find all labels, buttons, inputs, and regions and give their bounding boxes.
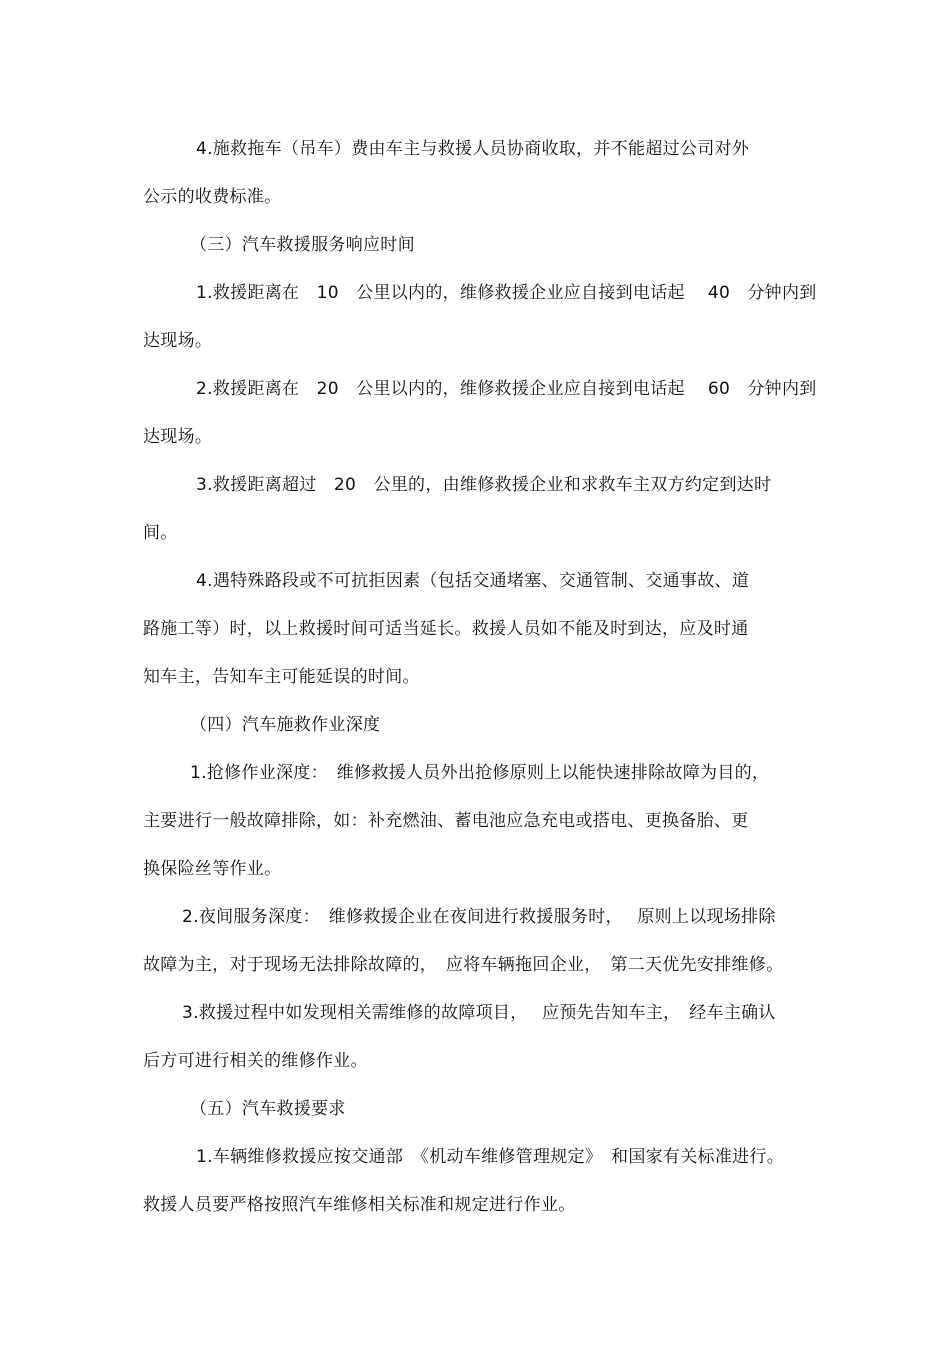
section-heading: （三）汽车救援服务响应时间: [190, 235, 415, 255]
paragraph-line: 换保险丝等作业。: [143, 859, 282, 879]
paragraph-line: 2.救援距离在 20 公里以内的，维修救援企业应自接到电话起 60 分钟内到: [196, 379, 817, 399]
section-heading: （五）汽车救援要求: [190, 1099, 346, 1119]
paragraph-line: 达现场。: [143, 331, 213, 351]
paragraph-line: 1.车辆维修救援应按交通部 《机动车维修管理规定》 和国家有关标准进行。: [196, 1147, 785, 1167]
paragraph-line: 救援人员要严格按照汽车维修相关标准和规定进行作业。: [143, 1195, 576, 1215]
paragraph-line: 后方可进行相关的维修作业。: [143, 1051, 368, 1071]
paragraph-line: 路施工等）时，以上救援时间可适当延长。救援人员如不能及时到达，应及时通: [143, 619, 749, 639]
paragraph-line: 间。: [143, 523, 178, 543]
paragraph-line: 3.救援距离超过 20 公里的，由维修救援企业和求救车主双方约定到达时: [196, 475, 772, 495]
paragraph-line: 主要进行一般故障排除，如：补充燃油、蓄电池应急充电或搭电、更换备胎、更: [143, 811, 749, 831]
section-heading: （四）汽车施救作业深度: [190, 715, 381, 735]
paragraph-line: 公示的收费标准。: [143, 187, 282, 207]
paragraph-line: 3.救援过程中如发现相关需维修的故障项目， 应预先告知车主， 经车主确认: [182, 1003, 776, 1023]
paragraph-line: 2.夜间服务深度： 维修救援企业在夜间进行救援服务时， 原则上以现场排除: [182, 907, 776, 927]
paragraph-line: 4.遇特殊路段或不可抗拒因素（包括交通堵塞、交通管制、交通事故、道: [196, 571, 750, 591]
paragraph-line: 1.救援距离在 10 公里以内的，维修救援企业应自接到电话起 40 分钟内到: [196, 283, 817, 303]
paragraph-line: 故障为主，对于现场无法排除故障的， 应将车辆拖回企业， 第二天优先安排维修。: [143, 955, 784, 975]
paragraph-line: 1.抢修作业深度： 维修救援人员外出抢修原则上以能快速排除故障为目的，: [190, 763, 770, 783]
paragraph-line: 达现场。: [143, 427, 213, 447]
paragraph-line: 4.施救拖车（吊车）费由车主与救援人员协商收取，并不能超过公司对外: [196, 139, 750, 159]
paragraph-line: 知车主，告知车主可能延误的时间。: [143, 667, 420, 687]
